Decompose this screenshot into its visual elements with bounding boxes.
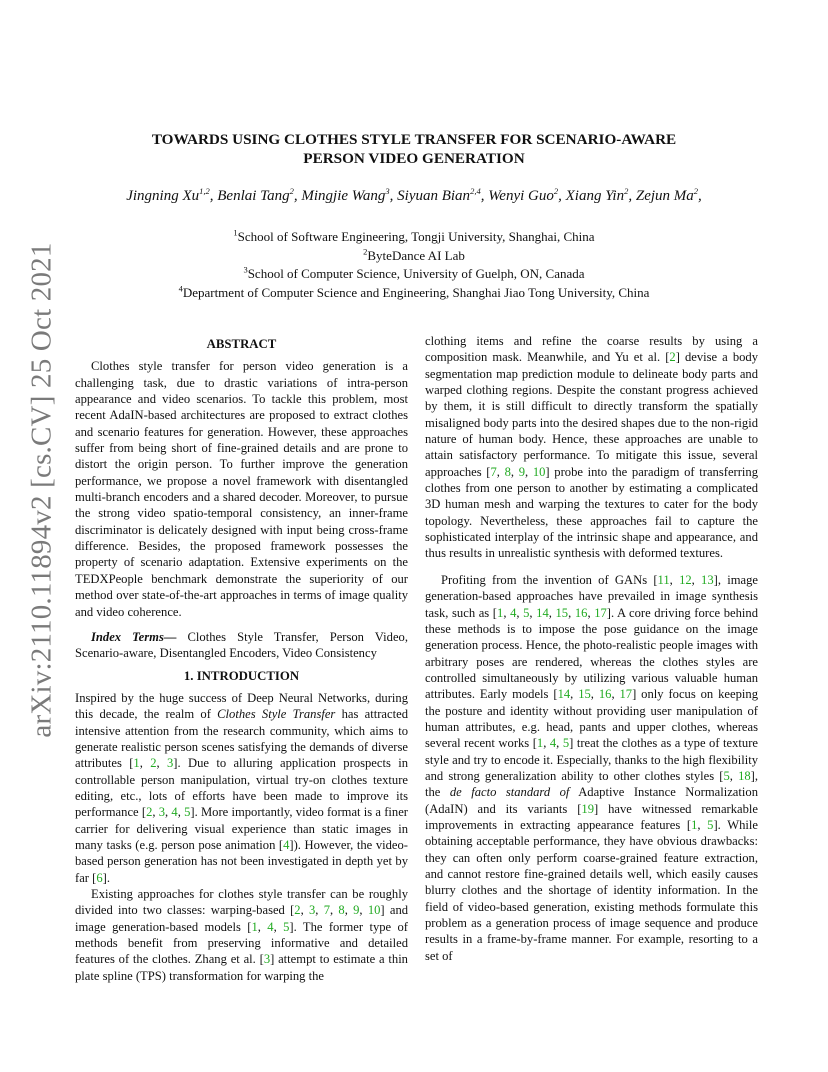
body-text: , — [729, 768, 739, 783]
affiliation-sup: 3 — [243, 264, 248, 275]
citation-link[interactable]: 1 — [497, 605, 504, 620]
body-text: ]). However, the video-based person generation has not been investigated in depth yet by far [ — [75, 837, 408, 885]
citation-link[interactable]: 4 — [267, 919, 274, 934]
body-text: , — [165, 805, 172, 820]
body-text: , — [697, 817, 708, 832]
citation-link[interactable]: 2 — [150, 756, 157, 771]
body-text: , — [510, 464, 519, 479]
body-text: , — [529, 605, 537, 620]
author-name: Wenyi Guo — [488, 188, 554, 204]
body-text: ]. More importantly, video format is a finer carrier for delivering visual experience than static images in many tasks (e.g. person pose animation [ — [75, 805, 408, 852]
affiliation-sup: 4 — [178, 283, 183, 294]
body-text: , — [359, 903, 368, 918]
author-affil-sup: 2 — [289, 186, 294, 196]
body-text: ] attempt to estimate a thin plate spline (TPS) transformation for warping the — [75, 952, 408, 983]
right-paragraph-2 — [425, 572, 758, 964]
author-list: Jingning Xu$^{1,2}$, Benlai Tang$^2$, Mingjie Wang$^3$, Siyuan Bian$^{2,4}$, Wenyi Guo$^2$, Xiang Yin$^2$, Zejun Ma$^2$, — [126, 186, 702, 204]
index-terms-label: Index Terms— — [91, 629, 177, 644]
author-affil-sup: 2 — [553, 186, 559, 196]
body-text: has attracted intensive attention from the research community, which aims to generate realistic person scenes satisfying the demands of diverse attributes [ — [75, 707, 409, 771]
citation-link[interactable]: 10 — [532, 464, 546, 479]
body-text: ]. The former type of methods benefit from preserving informative and detailed features of the clothes. Zhang et al. [ — [75, 919, 408, 967]
intro-paragraph-2 — [75, 886, 408, 984]
author-name: Mingjie Wang — [301, 188, 386, 204]
affiliation-sup: 1 — [233, 227, 238, 238]
citation-link[interactable]: 8 — [338, 903, 345, 918]
body-text: ]. While obtaining acceptable performance, they have obvious drawbacks: they can often only perform coarse-grained feature extraction, and cannot restore fine-grained details well, which easily causes blurry clothes and the shortage of identity information. In the field of video-based generation, existing methods formulate this problem as a generation process of image sequence and produce results in a frame-by-frame manner. For example, resorting to a set of — [425, 817, 758, 963]
citation-link[interactable]: 12 — [679, 572, 692, 587]
citation-link[interactable]: 17 — [594, 605, 607, 620]
body-text: ] have witnessed remarkable improvements in extracting appearance features [ — [425, 801, 758, 832]
citation-link[interactable]: 7 — [323, 903, 330, 918]
arxiv-stamp-text: arXiv:2110.11894v2 [cs.CV] 25 Oct 2021 — [25, 242, 58, 738]
body-text: , — [257, 919, 268, 934]
body-text: , — [568, 605, 575, 620]
body-text: , — [177, 805, 185, 820]
affiliation-list — [60, 228, 768, 302]
emphasis-text: Clothes Style Transfer — [217, 707, 336, 722]
citation-link[interactable]: 5 — [707, 817, 714, 832]
body-text: , — [525, 464, 533, 479]
body-text: , — [300, 903, 309, 918]
citation-link[interactable]: 17 — [619, 687, 633, 702]
intro-heading: 1. INTRODUCTION — [183, 668, 300, 683]
affiliation-line — [60, 265, 768, 284]
arxiv-stamp — [22, 242, 62, 738]
body-text: , — [139, 756, 151, 771]
body-text: ] only focus on keeping the posture and identity without providing user manipulation of human attributes, e.g. head, pants and upper clothes, whereas several recent works [ — [425, 687, 758, 751]
citation-link[interactable]: 11 — [657, 572, 670, 587]
citation-link[interactable]: 5 — [184, 805, 191, 820]
body-text: ], the — [425, 768, 759, 800]
body-text: ] treat the clothes as a type of texture style and try to encode it. Especially, thanks to the high flexibility and strong generalization ability to other clothes styles [ — [425, 736, 759, 783]
body-text: , — [315, 903, 324, 918]
citation-link[interactable]: 4 — [283, 837, 290, 852]
author-name: Siyuan Bian — [397, 188, 471, 204]
body-text: , — [590, 687, 599, 702]
citation-link[interactable]: 14 — [557, 687, 571, 702]
affiliation-text: School of Computer Science, University of Guelph, ON, Canada — [247, 266, 585, 281]
affiliation-line — [60, 284, 768, 303]
body-text: , — [330, 903, 339, 918]
citation-link[interactable]: 9 — [518, 464, 526, 479]
body-text: , — [587, 605, 595, 620]
affiliation-text: School of Software Engineering, Tongji University, Shanghai, China — [237, 229, 595, 244]
citation-link[interactable]: 4 — [510, 605, 517, 620]
body-text: ] devise a body segmentation map prediction module to delineate body parts and warped clothing regions. Despite the constant progress achieved by them, it is still difficult to directly transform the spatially misaligned body parts into the desired shapes due to the non-rigid nature of human body. Hence, these approaches are unable to attain satisfactory performance. To mitigate this issue, several approaches [ — [425, 350, 759, 479]
right-paragraph-1 — [425, 333, 758, 562]
body-text: , — [691, 572, 702, 587]
body-text: ], image generation-based approaches have prevailed in image synthesis task, such as [ — [425, 572, 758, 620]
affiliation-line — [60, 247, 768, 266]
right-column — [425, 333, 758, 964]
body-text: , — [156, 756, 167, 771]
citation-link[interactable]: 13 — [701, 572, 714, 587]
citation-link[interactable]: 15 — [555, 605, 569, 620]
author-name: Zejun Ma — [635, 188, 694, 204]
citation-link[interactable]: 1 — [536, 736, 544, 751]
citation-link[interactable]: 2 — [669, 350, 676, 365]
citation-link[interactable]: 5 — [523, 605, 530, 620]
citation-link[interactable]: 4 — [171, 805, 178, 820]
author-affil-sup: 3 — [385, 186, 390, 196]
citation-link[interactable]: 2 — [146, 805, 153, 820]
affiliation-line — [60, 228, 768, 247]
body-text: Existing approaches for clothes style transfer can be roughly divided into two classes: warping-based [ — [75, 887, 408, 918]
title-line-1: TOWARDS USING CLOTHES STYLE TRANSFER FOR SCENARIO-AWARE — [151, 131, 677, 148]
emphasis-text: de facto standard of — [449, 785, 570, 800]
body-text: , — [548, 605, 556, 620]
body-text: , — [669, 572, 680, 587]
body-text: , — [516, 605, 524, 620]
body-text: , — [503, 605, 511, 620]
author-name: Xiang Yin — [565, 188, 625, 204]
author-affil-sup: 2 — [624, 186, 629, 196]
body-text: , — [496, 464, 505, 479]
citation-link[interactable]: 3 — [263, 952, 271, 967]
title-line-2: PERSON VIDEO GENERATION — [303, 150, 525, 167]
abstract-text: Clothes style transfer for person video generation is a challenging task, due to drastic variations of intra-person appearance and video scenarios. To tackle this problem, most recent AdaIN-based architectures are proposed to extract clothes and scenario features for generation. However, these approaches suffer from being short of fine-grained details and are prone to distort the origin person. To further improve the generation performance, we propose a novel framework with disentangled multi-branch encoders and a shared decoder. Moreover, to pursue the strong video spatio-temporal consistency, an inner-frame discriminator is delicately designed with input being cross-frame difference. Besides, the proposed framework possesses the property of scenario adaptation. Extensive experiments on the TEDXPeople benchmark demonstrate the superiority of our method over state-of-the-art approaches in terms of image quality and video coherence. — [75, 359, 408, 619]
citation-link[interactable]: 8 — [504, 464, 511, 479]
citation-link[interactable]: 3 — [309, 903, 316, 918]
index-terms-text: Clothes Style Transfer, Person Video, Scenario-aware, Disentangled Encoders, Video Consistency — [75, 629, 408, 661]
body-text: clothing items and refine the coarse results by using a composition mask. Meanwhile, and Yu et al. [ — [425, 334, 758, 365]
citation-link[interactable]: 16 — [574, 605, 588, 620]
citation-link[interactable]: 1 — [251, 919, 258, 934]
citation-link[interactable]: 3 — [167, 756, 174, 771]
left-column — [75, 336, 408, 984]
author-affil-sup: 2,4 — [470, 186, 481, 196]
citation-link[interactable]: 5 — [562, 736, 570, 751]
citation-link[interactable]: 16 — [598, 687, 612, 702]
affiliation-text: ByteDance AI Lab — [367, 247, 465, 263]
author-name: Jingning Xu — [126, 188, 200, 204]
citation-link[interactable]: 3 — [158, 805, 166, 820]
body-text: Profiting from the invention of GANs [ — [441, 572, 658, 587]
body-text: , — [273, 919, 284, 934]
citation-link[interactable]: 1 — [133, 756, 140, 771]
citation-link[interactable]: 2 — [294, 903, 301, 918]
author-name: Benlai Tang — [217, 188, 290, 204]
citation-link[interactable]: 18 — [738, 768, 751, 783]
citation-link[interactable]: 10 — [367, 903, 381, 918]
body-text: ]. — [102, 870, 110, 885]
citation-link[interactable]: 5 — [723, 768, 730, 783]
body-text: ]. A core driving force behind these methods is to impose the pose guidance on the image generation process. Hence, the photo-realistic people images with arbitrary poses are rendered, whereas the clothes styles are controlled simultaneously by utilizing various valuable human attributes. Early models [ — [425, 605, 759, 702]
citation-link[interactable]: 5 — [283, 919, 290, 934]
citation-link[interactable]: 4 — [549, 736, 557, 751]
body-text: , — [570, 687, 579, 702]
body-text: , — [152, 805, 159, 820]
body-text: , — [543, 736, 550, 751]
body-text: , — [344, 903, 354, 918]
citation-link[interactable]: 1 — [691, 817, 698, 832]
citation-link[interactable]: 7 — [490, 464, 497, 479]
paper-title — [60, 130, 768, 168]
body-text: Adaptive Instance Normalization (AdaIN) and its variants [ — [425, 785, 758, 816]
intro-paragraph-1 — [75, 690, 408, 886]
affiliation-sup: 2 — [363, 246, 368, 257]
citation-link[interactable]: 9 — [353, 903, 360, 918]
body-text: , — [611, 687, 620, 702]
body-text: ]. Due to alluring application prospects in controllable person manipulation, virtual try-on clothes texture editing, etc., lots of efforts have been made to improve its performance [ — [75, 756, 408, 820]
body-text: ] and image generation-based models [ — [75, 903, 409, 934]
index-terms — [75, 629, 408, 662]
author-affil-sup: 1,2 — [199, 186, 210, 196]
citation-link[interactable]: 15 — [578, 687, 591, 702]
abstract-heading: ABSTRACT — [206, 337, 277, 351]
body-text: ] probe into the paradigm of transferring clothes from one person to another by estimating a complicated 3D human mesh and warping the textures to cater for the body topology. Nevertheless, these approaches fail to capture the sophisticated interplay of the intrinsic shape and appearance, and thus results in unrealistic synthesis with deformed textures. — [425, 464, 759, 561]
citation-link[interactable]: 6 — [96, 870, 103, 885]
citation-link[interactable]: 14 — [536, 605, 549, 620]
affiliation-text: Department of Computer Science and Engineering, Shanghai Jiao Tong University, China — [182, 284, 650, 300]
body-text: Inspired by the huge success of Deep Neural Networks, during this decade, the realm of — [75, 690, 408, 722]
citation-link[interactable]: 19 — [581, 801, 595, 816]
author-affil-sup: 2 — [693, 186, 699, 196]
body-text: , — [556, 736, 563, 751]
